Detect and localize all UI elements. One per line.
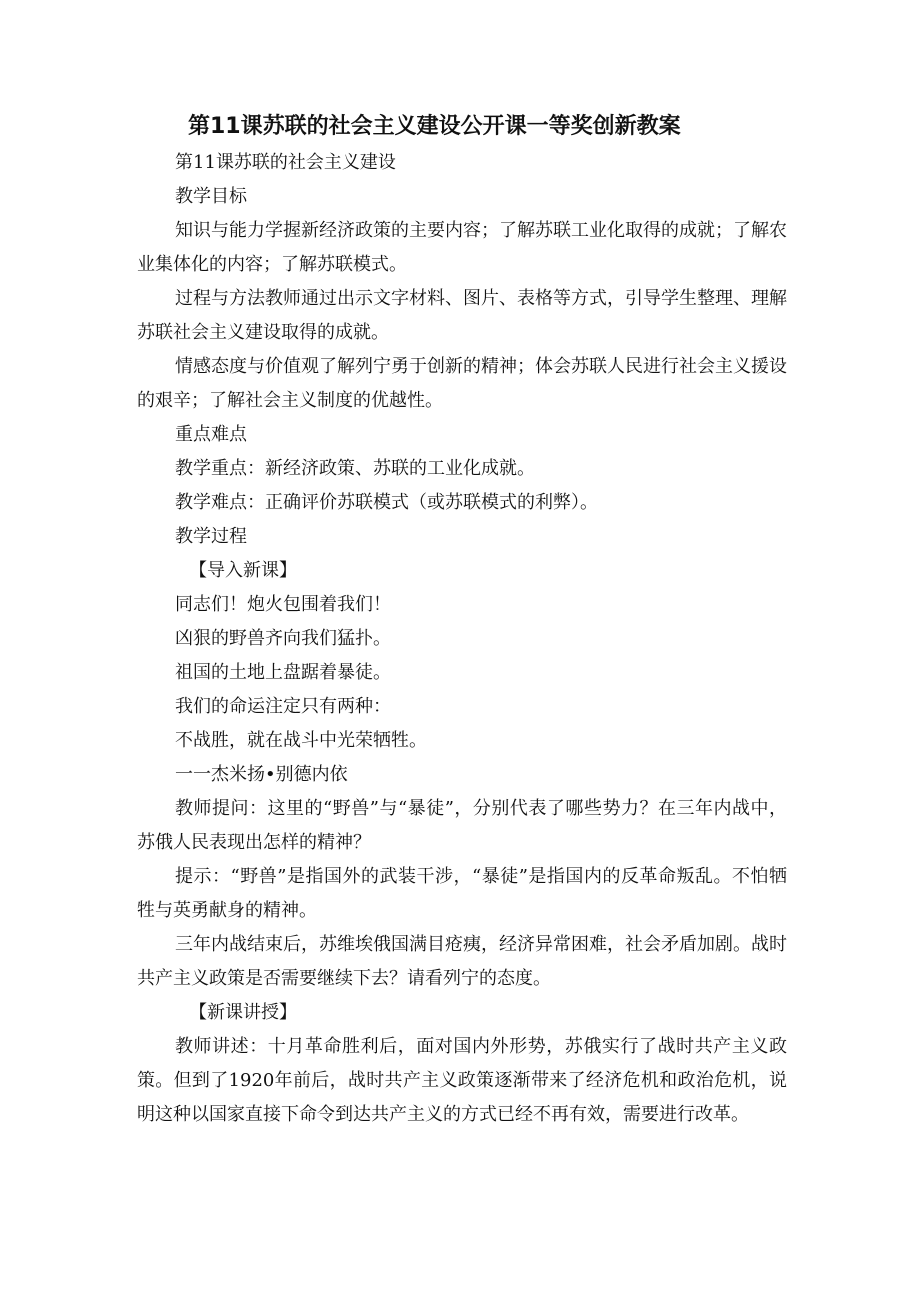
subsection-heading-intro: 【导入新课】 xyxy=(189,560,297,581)
document-title: 第11课苏联的社会主义建设公开课一等奖创新教案 xyxy=(188,114,681,139)
paragraph-civil-war-aftermath: 三年内战结束后，苏维埃俄国满目疮痍，经济异常困难，社会矛盾加剧。战时共产主义政策是否需要继续下去？请看列宁的态度。 xyxy=(137,934,787,989)
paragraph-teacher-narration: 教师讲述：十月革命胜利后，面对国内外形势，苏俄实行了战时共产主义政策。但到了1920年前后，战时共产主义政策逐渐带来了经济危机和政治危机，说明这种以国家直接下命令到达共产主义的方式已经不再有效，需要进行改革。 xyxy=(137,1036,787,1125)
lesson-heading: 第11课苏联的社会主义建设 xyxy=(175,152,396,173)
paragraph-teacher-question: 教师提问：这里的“野兽”与“暴徒”，分别代表了哪些势力？在三年内战中，苏俄人民表现出怎样的精神？ xyxy=(137,798,787,853)
poem-line: 同志们！炮火包围着我们！ xyxy=(175,594,391,615)
section-heading-teaching-process: 教学过程 xyxy=(175,526,247,547)
paragraph-knowledge-ability: 知识与能力学握新经济政策的主要内容；了解苏联工业化取得的成就；了解农业集体化的内容；了解苏联模式。 xyxy=(137,220,787,275)
poem-line: 祖国的土地上盘踞着暴徒。 xyxy=(175,662,391,683)
poem-attribution: 一一杰米扬•别德内依 xyxy=(175,764,348,785)
poem-line: 不战胜，就在战斗中光荣牺牲。 xyxy=(175,730,427,751)
poem-line: 凶狠的野兽齐向我们猛扑。 xyxy=(175,628,391,649)
poem-line: 我们的命运注定只有两种： xyxy=(175,696,391,717)
paragraph-process-method: 过程与方法教师通过出示文字材料、图片、表格等方式，引导学生整理、理解苏联社会主义建设取得的成就。 xyxy=(137,288,787,343)
paragraph-teaching-focus: 教学重点：新经济政策、苏联的工业化成就。 xyxy=(175,458,535,479)
document-body xyxy=(137,146,787,1132)
paragraph-emotion-values: 情感态度与价值观了解列宁勇于创新的精神；体会苏联人民进行社会主义援设的艰辛；了解社会主义制度的优越性。 xyxy=(137,356,787,411)
paragraph-teaching-difficulty: 教学难点：正确评价苏联模式（或苏联模式的利弊）。 xyxy=(175,492,598,513)
section-heading-key-points: 重点难点 xyxy=(175,424,247,445)
section-heading-teaching-goals: 教学目标 xyxy=(175,186,247,207)
subsection-heading-new-lesson: 【新课讲授】 xyxy=(189,1002,297,1023)
paragraph-hint: 提示：“野兽”是指国外的武装干涉，“暴徒”是指国内的反革命叛乱。不怕牺牲与英勇献身的精神。 xyxy=(137,866,787,921)
